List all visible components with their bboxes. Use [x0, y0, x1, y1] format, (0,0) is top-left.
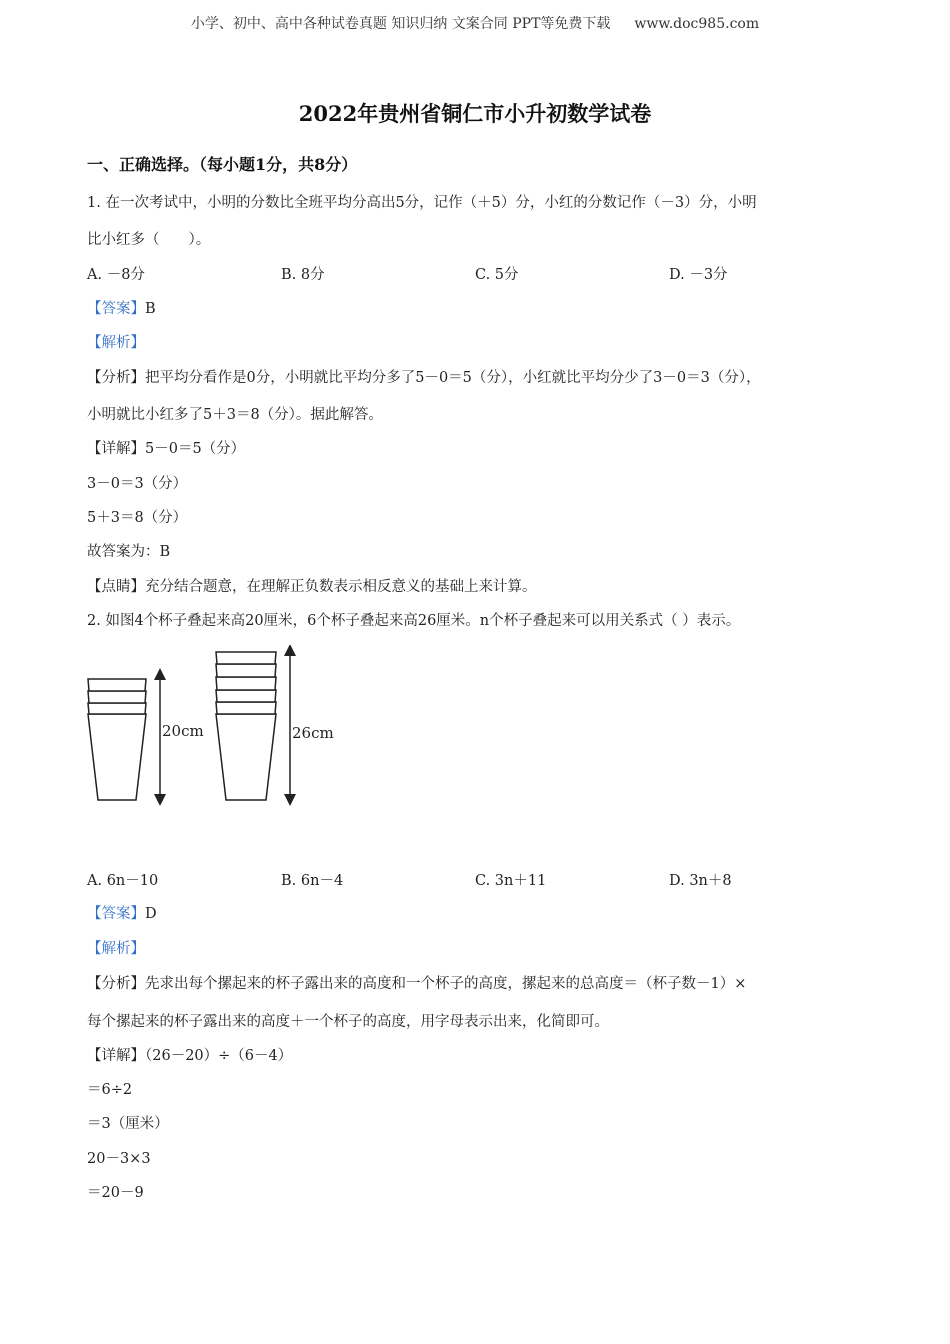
answer-tag: 【答案】: [87, 301, 145, 317]
label-20cm: 20cm: [162, 722, 204, 740]
q1-answer: [87, 297, 156, 318]
q2-detail-line5: ＝20－9: [87, 1185, 144, 1201]
exam-title: 2022年贵州省铜仁市小升初数学试卷: [298, 101, 652, 126]
q1-option-b: B. 8分: [281, 267, 325, 283]
q1-analysis-tag: [87, 331, 145, 352]
answer-value: B: [145, 301, 156, 317]
cup-stack-6: [216, 652, 276, 800]
q2-detail-line2: ＝6÷2: [87, 1082, 133, 1098]
q2-fenxi-line2: 每个摞起来的杯子露出来的高度＋一个杯子的高度，用字母表示出来，化简即可。: [87, 1014, 609, 1030]
q1-stem-line2: 比小红多（ ）。: [87, 232, 211, 248]
q1-fenxi-line1: [87, 366, 761, 387]
q2-answer: [87, 902, 157, 923]
q2-detail-line3: ＝3（厘米）: [87, 1116, 169, 1132]
q1-stem-line1: 1. 在一次考试中，小明的分数比全班平均分高出5分，记作（＋5）分，小红的分数记作（－3）分，小明: [87, 195, 757, 211]
q1-option-a: A. －8分: [87, 267, 145, 283]
answer-value: D: [145, 906, 157, 922]
dianjing-text: 充分结合题意，在理解正负数表示相反意义的基础上来计算。: [145, 579, 537, 595]
fenxi-text: 先求出每个摞起来的杯子露出来的高度和一个杯子的高度，摞起来的总高度＝（杯子数－1）×: [145, 976, 747, 992]
q2-option-c: C. 3n＋11: [475, 873, 547, 889]
q1-detail-line2: 3－0＝3（分）: [87, 476, 188, 492]
q2-option-b: B. 6n－4: [281, 873, 344, 889]
fenxi-tag: 【分析】: [87, 976, 145, 992]
q1-detail-line1: [87, 437, 245, 458]
q1-dianjing: [87, 575, 537, 596]
analysis-tag: 【解析】: [87, 941, 145, 957]
detail-tag: 【详解】: [87, 441, 145, 457]
q1-option-d: D. －3分: [669, 267, 728, 283]
analysis-tag: 【解析】: [87, 335, 145, 351]
fenxi-tag: 【分析】: [87, 370, 145, 386]
q2-stem-line1: 2. 如图4个杯子叠起来高20厘米，6个杯子叠起来高26厘米。n个杯子叠起来可以用关系式（ ）表示。: [87, 613, 741, 629]
q2-analysis-tag: [87, 937, 145, 958]
q1-detail-line3: 5＋3＝8（分）: [87, 510, 188, 526]
header-site-link[interactable]: www.doc985.com: [634, 16, 760, 32]
q1-fenxi-line2: 小明就比小红多了5＋3＝8（分）。据此解答。: [87, 407, 383, 423]
answer-tag: 【答案】: [87, 906, 145, 922]
detail-tag: 【详解】: [87, 1048, 145, 1064]
fenxi-text: 把平均分看作是0分，小明就比平均分多了5－0＝5（分），小红就比平均分少了3－0＝3（分），: [145, 370, 761, 386]
q2-option-a: A. 6n－10: [87, 873, 159, 889]
header-text: 小学、初中、高中各种试卷真题 知识归纳 文案合同 PPT等免费下载: [190, 16, 611, 32]
q2-detail-line1: [87, 1044, 292, 1065]
label-26cm: 26cm: [292, 724, 334, 742]
detail-text: 5－0＝5（分）: [145, 441, 246, 457]
detail-text: （26－20）÷（6－4）: [145, 1048, 293, 1064]
q2-fenxi-line1: [87, 972, 746, 993]
q1-option-c: C. 5分: [475, 267, 519, 283]
q2-option-d: D. 3n＋8: [669, 873, 732, 889]
page-header: [0, 13, 950, 33]
q2-detail-line4: 20－3×3: [87, 1151, 151, 1167]
cup-stack-4: [88, 679, 146, 800]
q1-conclusion: 故答案为：B: [87, 544, 171, 560]
dianjing-tag: 【点睛】: [87, 579, 145, 595]
cups-stack-figure: [85, 645, 345, 810]
section-heading: 一、正确选择。（每小题1分，共8分）: [87, 155, 358, 174]
